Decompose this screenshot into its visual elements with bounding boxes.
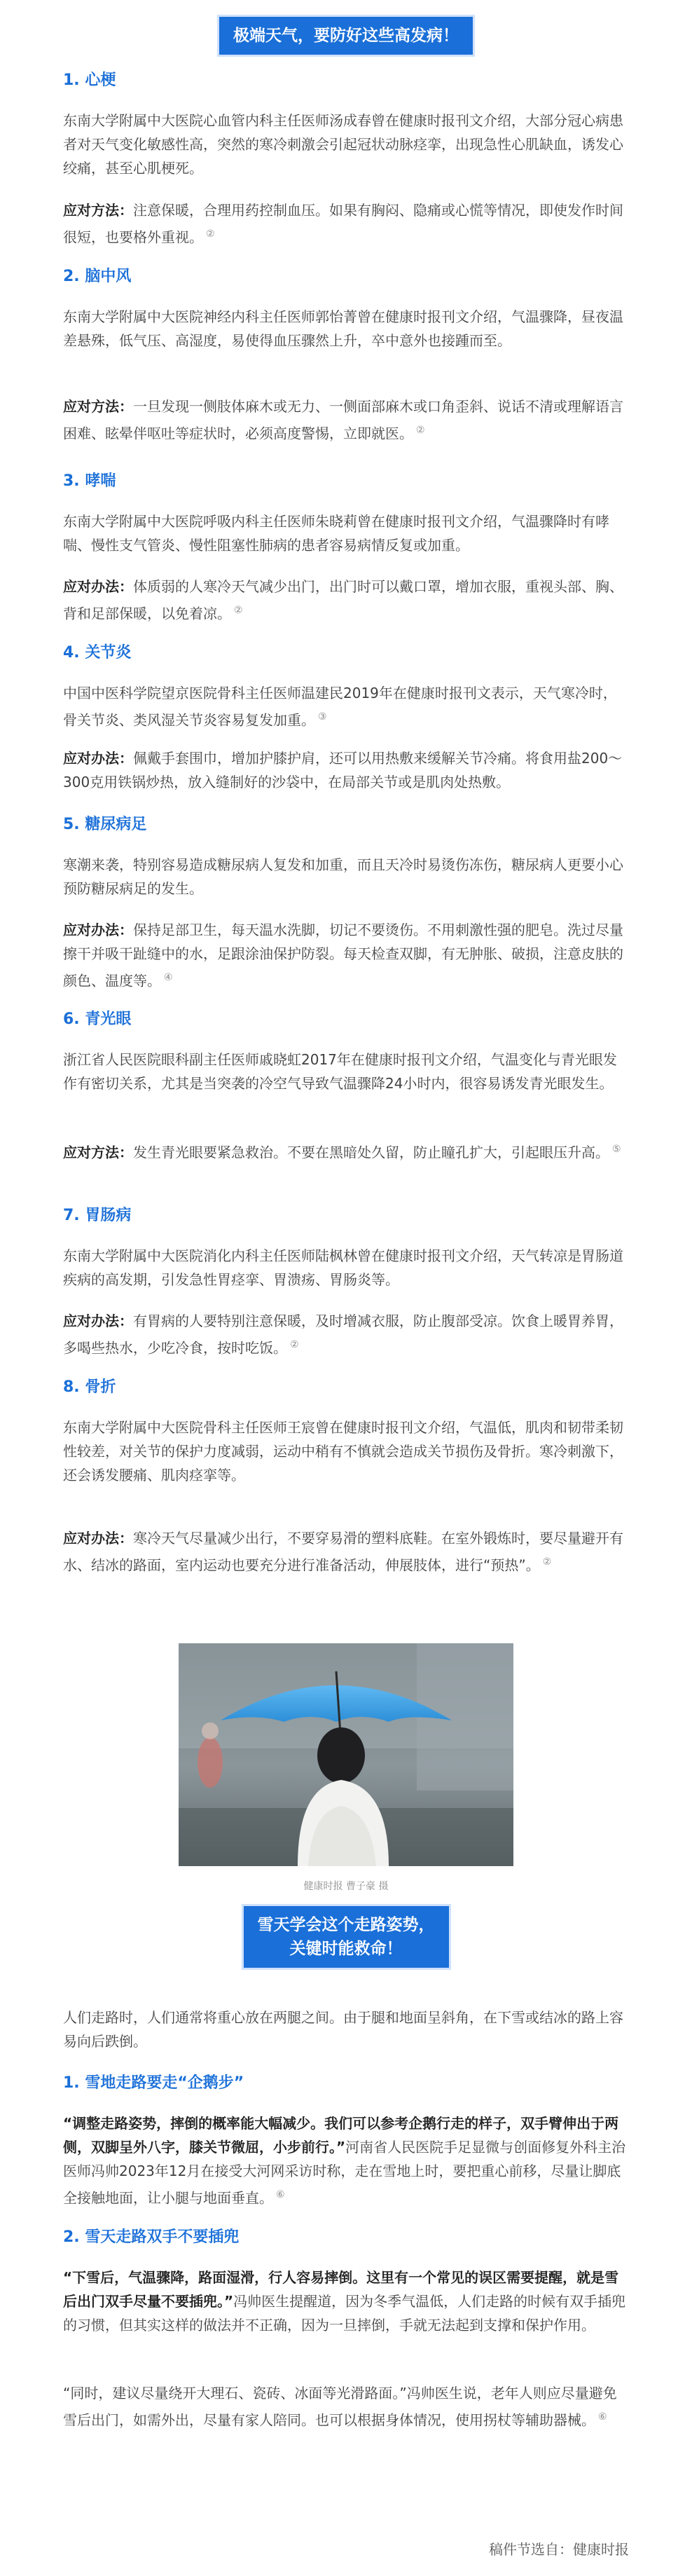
snow-section-body xyxy=(63,2266,629,2337)
banner-snow-wrap xyxy=(0,1906,692,1968)
ref-mark: ② xyxy=(234,605,243,616)
section-title: 6. 青光眼 xyxy=(63,1010,132,1028)
section-title: 2. 雪天走路双手不要插兜 xyxy=(63,2228,240,2246)
section-body xyxy=(63,1048,629,1095)
section-paragraph: 东南大学附属中大医院消化内科主任医师陆枫林曾在健康时报刊文介绍，天气转凉是胃肠道疾病的高发期，引发急性胃痉挛、胃溃疡、胃肠炎等。 xyxy=(63,1247,623,1288)
umbrella-photo xyxy=(179,1643,513,1866)
section-paragraph: 东南大学附属中大医院神经内科主任医师郭怡菁曾在健康时报刊文介绍，气温骤降，昼夜温差悬殊，低气压、高湿度，易使得血压骤然上升，卒中意外也接踵而至。 xyxy=(63,308,623,349)
section-paragraph: 东南大学附属中大医院呼吸内科主任医师朱晓莉曾在健康时报刊文介绍，气温骤降时有哮喘、慢性支气管炎、慢性阻塞性肺病的患者容易病情反复或加重。 xyxy=(63,513,609,554)
section-title: 5. 糖尿病足 xyxy=(63,816,147,833)
section-paragraph: 浙江省人民医院眼科副主任医师戚晓虹2017年在健康时报刊文介绍，气温变化与青光眼发作有密切关系，尤其是当突袭的冷空气导致气温骤降24小时内，很容易诱发青光眼发生。 xyxy=(63,1051,617,1092)
tip-label: 应对办法： xyxy=(63,750,133,767)
section-paragraph: 冯帅医生提醒道，因为冬季气温低，人们走路的时候有双手插兜的习惯，但其实这样的做法并不正确，因为一旦摔倒，手就无法起到支撑和保护作用。 xyxy=(63,2293,626,2334)
section-paragraph: 中国中医科学院望京医院骨科主任医师温建民2019年在健康时报刊文表示，天气寒冷时，骨关节炎、类风湿关节炎容易复发加重。 xyxy=(63,685,617,729)
ref-mark: ② xyxy=(542,1556,552,1568)
tip-label: 应对办法： xyxy=(63,922,133,938)
section-title: 8. 骨折 xyxy=(63,1378,116,1396)
section-tip xyxy=(63,1526,629,1577)
section-stroke xyxy=(63,266,629,287)
tip-label: 应对方法： xyxy=(63,202,133,219)
section-body xyxy=(63,853,629,900)
section-fracture xyxy=(63,1377,629,1398)
section-asthma xyxy=(63,471,629,492)
ref-mark: ④ xyxy=(164,972,173,983)
section-paragraph: 河南省人民医院手足显微与创面修复外科主治医师冯帅2023年12月在接受大河网采访时称，走在雪地上时，要把重心前移，尽量让脚底全接触地面，让小腿与地面垂直。 xyxy=(63,2139,626,2207)
tip-text: 体质弱的人寒冷天气减少出门，出门时可以戴口罩，增加衣服，重视头部、胸、背和足部保暖，以免着凉。 xyxy=(63,578,623,622)
ref-mark: ② xyxy=(290,1339,299,1350)
section-tip xyxy=(63,395,629,446)
tip-text: 发生青光眼要紧急救治。不要在黑暗处久留，防止瞳孔扩大，引起眼压升高。 xyxy=(133,1144,609,1161)
section-title: 4. 关节炎 xyxy=(63,644,132,662)
banner-snow-line1: 雪天学会这个走路姿势， xyxy=(257,1916,435,1934)
section-body xyxy=(63,305,629,352)
section-body xyxy=(63,1416,629,1487)
section-title: 1. 雪地走路要走“企鹅步” xyxy=(63,2074,244,2092)
section-body xyxy=(63,109,629,180)
section-title: 3. 哮喘 xyxy=(63,472,116,490)
section-paragraph: 东南大学附属中大医院心血管内科主任医师汤成春曾在健康时报刊文介绍，大部分冠心病患者对天气变化敏感性高，突然的寒冷刺激会引起冠状动脉痉挛，出现急性心肌缺血，诱发心绞痛，甚至心肌梗死。 xyxy=(63,112,623,177)
snow-end xyxy=(63,2381,629,2432)
banner-snow-line2: 关键时能救命！ xyxy=(289,1940,403,1958)
tip-text: 佩戴手套围巾，增加护膝护肩，还可以用热敷来缓解关节冷痛。将食用盐200～300克用铁锅炒热，放入缝制好的沙袋中，在局部关节或是肌肉处热敷。 xyxy=(63,750,623,790)
snow-intro xyxy=(63,2006,629,2053)
snow-section-penguin xyxy=(63,2073,629,2094)
section-arthritis xyxy=(63,643,629,664)
umbrella-illustration xyxy=(179,1643,513,1866)
snow-section-pockets xyxy=(63,2227,629,2248)
section-paragraph: 东南大学附属中大医院骨科主任医师王宸曾在健康时报刊文介绍，气温低，肌肉和韧带柔韧性较差，对关节的保护力度减弱，运动中稍有不慎就会造成关节损伤及骨折。寒冷刺激下，还会诱发腰痛、肌肉痉挛等。 xyxy=(63,1419,623,1484)
tip-label: 应对办法： xyxy=(63,1313,133,1329)
snow-intro-text: 人们走路时，人们通常将重心放在两腿之间。由于腿和地面呈斜角，在下雪或结冰的路上容易向后跌倒。 xyxy=(63,2009,623,2050)
ref-mark: ⑥ xyxy=(598,2411,607,2423)
tip-text: 有胃病的人要特别注意保暖，及时增减衣服，防止腹部受凉。饮食上暖胃养胃，多喝些热水，少吃冷食，按时吃饭。 xyxy=(63,1313,623,1357)
section-heart xyxy=(63,70,629,91)
tip-text: 注意保暖，合理用药控制血压。如果有胸闷、隐痛或心慌等情况，即使发作时间很短，也要格外重视。 xyxy=(63,202,623,246)
ref-mark: ② xyxy=(206,228,215,240)
tip-label: 应对办法： xyxy=(63,1530,133,1547)
quote-text: “调整走路姿势，摔倒的概率能大幅减少。我们可以参考企鹅行走的样子，双手臂伸出于两侧，双脚呈外八字，膝关节微屈，小步前行。” xyxy=(63,2115,619,2156)
section-glaucoma xyxy=(63,1009,629,1030)
section-diabetic-foot xyxy=(63,814,629,835)
section-tip xyxy=(63,575,629,626)
tip-label: 应对方法： xyxy=(63,398,133,415)
section-paragraph: 寒潮来袭，特别容易造成糖尿病人复发和加重，而且天冷时易烫伤冻伤，糖尿病人更要小心预防糖尿病足的发生。 xyxy=(63,856,623,897)
section-title: 1. 心梗 xyxy=(63,71,116,89)
section-tip xyxy=(63,1309,629,1360)
photo-caption: 健康时报 曹子豪 摄 xyxy=(303,1881,389,1892)
snow-section-body xyxy=(63,2111,629,2210)
section-title: 2. 脑中风 xyxy=(63,268,132,285)
quote-text: “下雪后，气温骤降，路面湿滑，行人容易摔倒。这里有一个常见的误区需要提醒，就是雪后出门双手尽量不要插兜。” xyxy=(63,2269,619,2310)
snow-end-text: “同时，建议尽量绕开大理石、瓷砖、冰面等光滑路面。”冯帅医生说，老年人则应尽量避免雪后出门，如需外出，尽量有家人陪同。也可以根据身体情况，使用拐杖等辅助器械。 xyxy=(63,2385,617,2429)
section-tip xyxy=(63,918,629,993)
tip-text: 寒冷天气尽量减少出行，不要穿易滑的塑料底鞋。在室外锻炼时，要尽量避开有水、结冰的路面，室内运动也要充分进行准备活动，伸展肢体，进行“预热”。 xyxy=(63,1530,623,1574)
tip-label: 应对办法： xyxy=(63,578,133,595)
section-tip xyxy=(63,198,629,249)
section-body xyxy=(63,1244,629,1292)
section-tip xyxy=(63,1137,629,1165)
section-gastro xyxy=(63,1205,629,1226)
banner-top-wrap xyxy=(0,0,692,55)
ref-mark: ⑤ xyxy=(612,1144,621,1155)
tip-text: 一旦发现一侧肢体麻木或无力、一侧面部麻木或口角歪斜、说话不清或理解语言困难、眩晕伴呕吐等症状时，必须高度警惕，立即就医。 xyxy=(63,398,623,442)
section-body xyxy=(63,509,629,557)
ref-mark: ③ xyxy=(318,711,327,722)
tip-text: 保持足部卫生，每天温水洗脚，切记不要烫伤。不用刺激性强的肥皂。洗过尽量擦干并吸干趾缝中的水，足跟涂油保护防裂。每天检查双脚，有无肿胀、破损，注意皮肤的颜色、温度等。 xyxy=(63,922,623,989)
section-title: 7. 胃肠病 xyxy=(63,1207,132,1224)
section-tip xyxy=(63,746,629,794)
section-body xyxy=(63,681,629,732)
source-footer: 稿件节选自：健康时报 xyxy=(489,2541,629,2558)
tip-label: 应对方法： xyxy=(63,1144,133,1161)
banner-top: 极端天气，要防好这些高发病！ xyxy=(219,17,473,55)
banner-snow xyxy=(244,1906,449,1968)
ref-mark: ⑥ xyxy=(276,2189,285,2200)
ref-mark: ② xyxy=(416,425,425,436)
